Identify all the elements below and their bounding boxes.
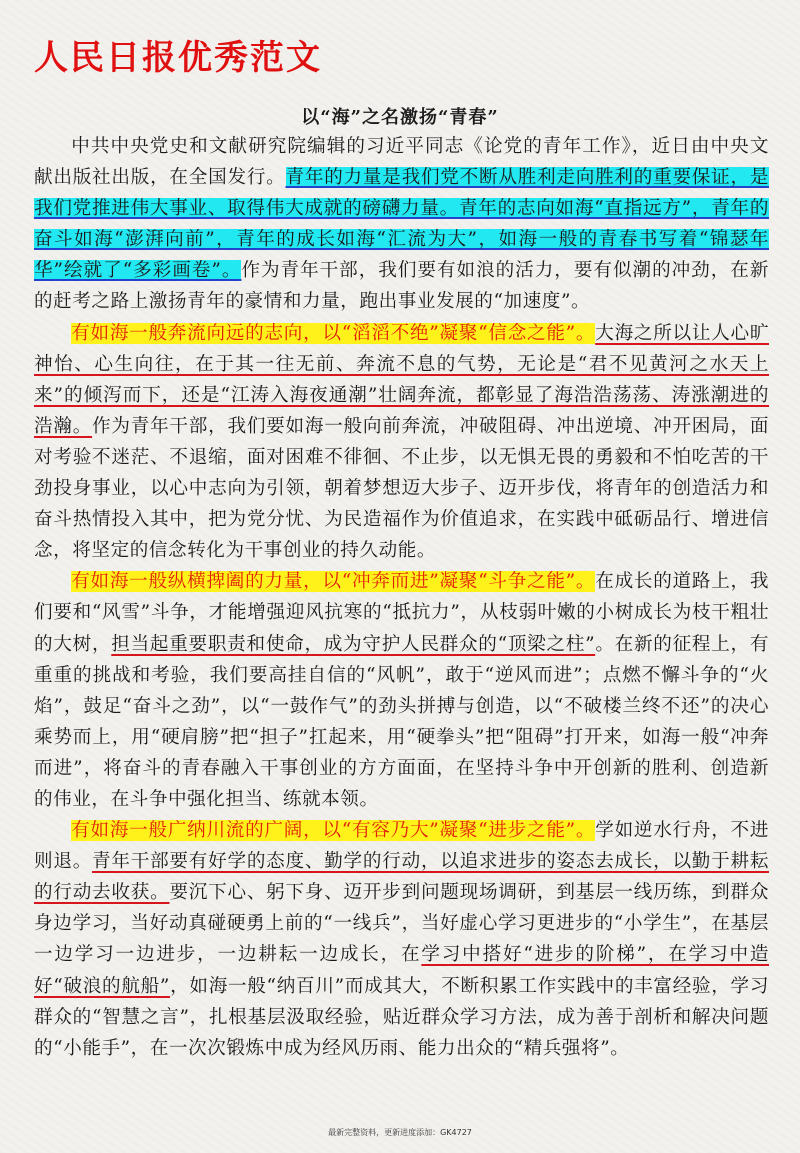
p1-highlighted-quote: 青年的力量是我们党不断从胜利走向胜利的重要保证，是我们党推进伟大事业、取得伟大成就的磅礴力量。青年的志向如海“直指远方”，青年的奋斗如海“澎湃向前”，青年的成长如海“汇流为大”，如海一般的青春书写着“锦瑟年华”绘就了“多彩画卷”。 bbox=[34, 167, 769, 282]
p1-sentence-body: 作为青年干部，我们要有如浪的活力，要有似潮的冲劲，在新的赶考之路上激扬青年的豪情和力量，跑出事业发展的“加速度”。 bbox=[34, 260, 769, 313]
p1-sentence-intro: 中共中央党史和文献研究院编辑的习近平同志《论党的青年工作》，近日由中央文献出版社出版，在全国发行。 bbox=[34, 136, 769, 189]
article-title: 以“海”之名激扬“青春” bbox=[301, 107, 499, 128]
p2-sentence-body: 作为青年干部，我们要如海一般向前奔流，冲破阻碍、冲出逆境、冲开困局，面对考验不迷茫、不退缩，面对困难不徘徊、不止步，以无惧无畏的勇毅和不怕吃苦的干劲投身事业，以心中志向为引领，朝着梦想迈大步子、迈开步伐，将青年的创造活力和奋斗热情投入其中，把为党分忧、为民造福作为价值追求，在实践中砥砺品行、增进信念，将坚定的信念转化为干事创业的持久动能。 bbox=[34, 415, 769, 562]
page-header-title: 人民日报优秀范文 bbox=[34, 38, 322, 78]
p3-sentence-a: 在成长的道路上，我们要和“风雪”斗争，才能增强迎风抗寒的“抵抗力”，从枝弱叶嫩的小树成长为枝干粗壮的大树， bbox=[34, 571, 769, 655]
p2-underlined-text: 大海之所以让人心旷神怡、心生向往，在于其一往无前、奔流不息的气势，无论是“君不见黄河之水天上来”的倾泻而下，还是“江涛入海夜通潮”壮阔奔流，都彰显了海浩浩荡荡、涛涨潮进的浩瀚。 bbox=[34, 322, 769, 437]
paragraph-1 bbox=[34, 131, 769, 318]
article-body bbox=[34, 131, 769, 1064]
paragraph-2 bbox=[34, 318, 769, 567]
p4-sentence-b: 要沉下心、躬下身、迈开步到问题现场调研，到基层一线历练，到群众身边学习，当好动真碰硬勇上前的“一线兵”，当好虚心学习更进步的“小学生”，在基层一边学习一边进步，一边耕耘一边成长，在 bbox=[34, 882, 769, 966]
paragraph-3 bbox=[34, 566, 769, 815]
p3-sentence-b: 。在新的征程上，有重重的挑战和考验，我们要高挂自信的“风帆”，敢于“逆风而进”；点燃不懈斗争的“火焰”，鼓足“奋斗之劲”，以“一鼓作气”的劲头拼搏与创造，以“不破楼兰终不还”的决心乘势而上，用“硬肩膀”把“担子”扛起来，用“硬拳头”把“阻碍”打开来，如海一般“冲奔而进”，将奋斗的青春融入干事创业的方方面面，在坚持斗争中开创新的胜利、创造新的伟业，在斗争中强化担当、练就本领。 bbox=[34, 633, 770, 810]
p4-underlined-text-2: 学习中搭好“进步的阶梯”，在学习中造好“破浪的航船” bbox=[34, 944, 769, 997]
p2-section-heading: 有如海一般奔流向远的志向，以“滔滔不绝”凝聚“信念之能”。 bbox=[71, 322, 596, 344]
p3-section-heading: 有如海一般纵横捭阖的力量，以“冲奔而进”凝聚“斗争之能”。 bbox=[71, 571, 596, 593]
p4-sentence-a: 学如逆水行舟，不进则退。 bbox=[34, 820, 769, 873]
p3-underlined-text: 担当起重要职责和使命，成为守护人民群众的“顶梁之柱” bbox=[111, 633, 596, 655]
paragraph-4 bbox=[34, 815, 769, 1064]
p4-section-heading: 有如海一般广纳川流的广阔，以“有容乃大”凝聚“进步之能”。 bbox=[71, 820, 596, 842]
p4-underlined-text-1: 青年干部要有好学的态度、勤学的行动，以追求进步的姿态去成长，以勤于耕耘的行动去收获。 bbox=[34, 851, 769, 904]
p4-sentence-c: ，如海一般“纳百川”而成其大，不断积累工作实践中的丰富经验，学习群众的“智慧之言”，扎根基层汲取经验，贴近群众学习方法，成为善于剖析和解决问题的“小能手”，在一次次锻炼中成为经风历雨、能力出众的“精兵强将”。 bbox=[34, 975, 769, 1059]
page-footer-note: 最新完整资料，更新进度添加：GK4727 bbox=[328, 1128, 472, 1137]
